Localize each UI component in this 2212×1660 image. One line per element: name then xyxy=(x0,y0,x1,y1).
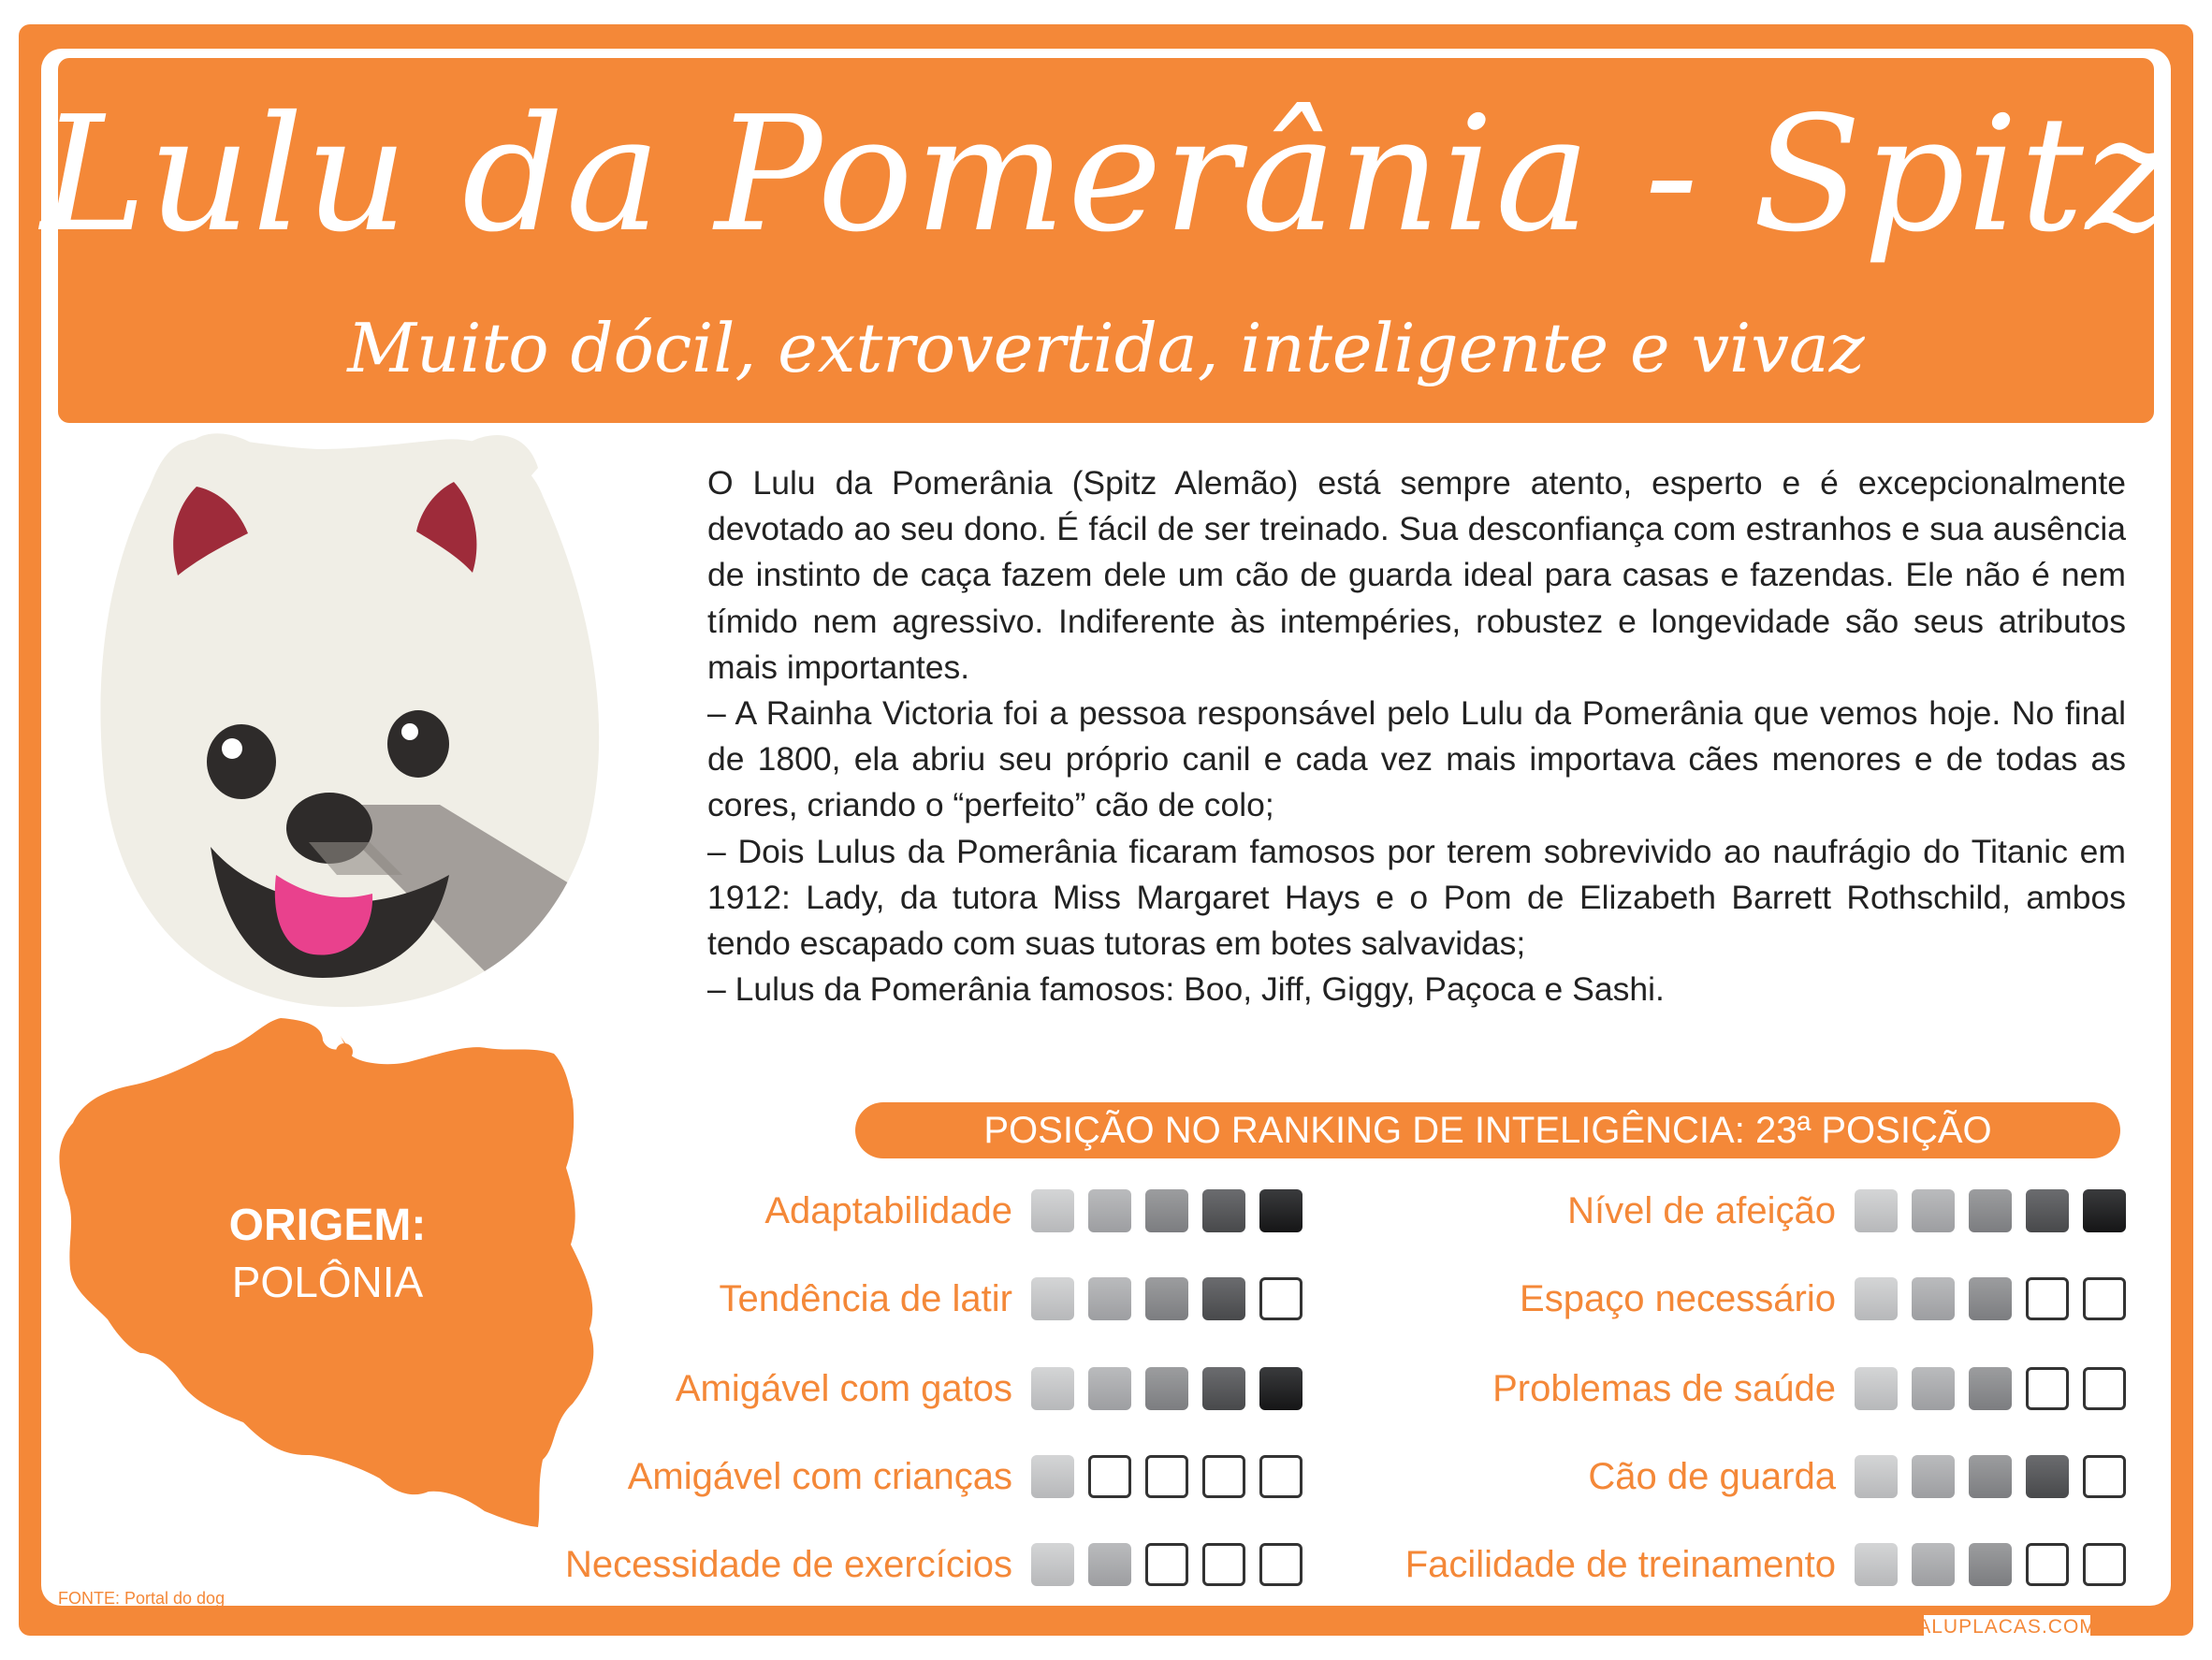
trait-name: Amigável com gatos xyxy=(675,1367,1012,1409)
rating-box-filled xyxy=(1912,1367,1955,1410)
rating-box-empty xyxy=(2026,1367,2069,1410)
rating-box-filled xyxy=(2083,1189,2126,1232)
description-paragraph: – Lulus da Pomerânia famosos: Boo, Jiff, Giggy, Paçoca e Sashi. xyxy=(707,970,1665,1009)
rating-box-filled xyxy=(1969,1277,2012,1320)
dog-eye-right-icon xyxy=(387,710,449,778)
trait-name: Adaptabilidade xyxy=(764,1189,1012,1231)
trait-name: Facilidade de treinamento xyxy=(1404,1543,1836,1585)
dog-eye-left-icon xyxy=(207,724,276,799)
trait-rating xyxy=(1855,1455,2126,1498)
description-text xyxy=(707,460,2126,1012)
rating-box-filled xyxy=(1855,1189,1898,1232)
trait-row xyxy=(414,1359,1302,1419)
rating-box-filled xyxy=(2026,1455,2069,1498)
trait-row xyxy=(414,1269,1302,1329)
trait-name: Cão de guarda xyxy=(1588,1455,1836,1497)
map-dot xyxy=(336,1043,353,1060)
rating-box-empty xyxy=(1088,1455,1131,1498)
rating-box-filled xyxy=(1031,1277,1074,1320)
rating-box-filled xyxy=(1145,1277,1188,1320)
rating-box-filled xyxy=(1088,1277,1131,1320)
page-subtitle: Muito dócil, extrovertida, inteligente e vivaz xyxy=(347,309,1865,387)
rating-box-filled xyxy=(1088,1543,1131,1586)
trait-name: Amigável com crianças xyxy=(627,1455,1012,1497)
trait-name: Problemas de saúde xyxy=(1492,1367,1836,1409)
trait-name: Tendência de latir xyxy=(719,1277,1012,1319)
trait-row xyxy=(414,1181,1302,1241)
trait-rating xyxy=(1855,1543,2126,1586)
description-paragraph: – Dois Lulus da Pomerânia ficaram famosos por terem sobrevivido ao naufrágio do Titanic em 1912: Lady, da tutora Miss Margaret Hays e o Pom de Elizabeth Barrett Rothschild, ambos tendo escapado com suas tutoras em botes salvavidas; xyxy=(707,832,2126,963)
ranking-banner: POSIÇÃO NO RANKING DE INTELIGÊNCIA: 23ª POSIÇÃO xyxy=(855,1102,2120,1158)
rating-box-filled xyxy=(1145,1189,1188,1232)
rating-box-filled xyxy=(1031,1455,1074,1498)
trait-row xyxy=(1237,1535,2126,1594)
rating-box-filled xyxy=(1088,1367,1131,1410)
trait-row xyxy=(1237,1447,2126,1507)
rating-box-filled xyxy=(1031,1367,1074,1410)
rating-box-filled xyxy=(1969,1543,2012,1586)
trait-rating xyxy=(1855,1277,2126,1320)
rating-box-filled xyxy=(1969,1455,2012,1498)
trait-row xyxy=(1237,1359,2126,1419)
rating-box-empty xyxy=(1145,1543,1188,1586)
rating-box-filled xyxy=(1855,1543,1898,1586)
trait-row xyxy=(414,1447,1302,1507)
trait-name: Espaço necessário xyxy=(1520,1277,1836,1319)
dog-illustration xyxy=(100,433,655,1011)
rating-box-empty xyxy=(1145,1455,1188,1498)
page-title: Lulu da Pomerânia - Spitz xyxy=(40,82,2172,268)
rating-box-empty xyxy=(2083,1277,2126,1320)
rating-box-filled xyxy=(1969,1367,2012,1410)
rating-box-empty xyxy=(2026,1277,2069,1320)
rating-box-filled xyxy=(1969,1189,2012,1232)
rating-box-filled xyxy=(1088,1189,1131,1232)
rating-box-filled xyxy=(2026,1189,2069,1232)
rating-box-empty xyxy=(2083,1455,2126,1498)
rating-box-filled xyxy=(1912,1543,1955,1586)
brand-logo: ALUPLACAS.COM xyxy=(1917,1616,2097,1638)
rating-box-empty xyxy=(2026,1543,2069,1586)
rating-box-empty xyxy=(2083,1543,2126,1586)
rating-box-filled xyxy=(1855,1367,1898,1410)
source-credit: FONTE: Portal do dog xyxy=(58,1589,226,1608)
rating-box-filled xyxy=(1912,1189,1955,1232)
origin-value: POLÔNIA xyxy=(231,1258,424,1306)
trait-name: Necessidade de exercícios xyxy=(564,1543,1012,1585)
dog-eye-right-shine xyxy=(401,723,418,740)
trait-name: Nível de afeição xyxy=(1567,1189,1836,1231)
trait-row xyxy=(1237,1181,2126,1241)
rating-box-filled xyxy=(1855,1455,1898,1498)
description-paragraph: O Lulu da Pomerânia (Spitz Alemão) está sempre atento, esperto e é excepcionalmente devotado ao seu dono. É fácil de ser treinado. Sua desconfiança com estranhos e sua ausência de instinto de caça fazem dele um cão de guarda ideal para casas e fazendas. Ele não é nem tímido nem agressivo. Indiferente às intempéries, robustez e longevidade são seus atributos mais importantes. xyxy=(707,464,2126,686)
rating-box-filled xyxy=(1031,1189,1074,1232)
trait-rating xyxy=(1855,1189,2126,1232)
origin-label: ORIGEM: xyxy=(228,1201,427,1250)
trait-rating xyxy=(1855,1367,2126,1410)
rating-box-filled xyxy=(1031,1543,1074,1586)
description-paragraph: – A Rainha Victoria foi a pessoa responsável pelo Lulu da Pomerânia que vemos hoje. No final de 1800, ela abriu seu próprio canil e cada vez mais importava cães menores e de todas as cores, criando o “perfeito” cão de colo; xyxy=(707,694,2126,824)
trait-row xyxy=(414,1535,1302,1594)
rating-box-filled xyxy=(1145,1367,1188,1410)
rating-box-filled xyxy=(1912,1455,1955,1498)
dog-eye-left-shine xyxy=(222,738,242,759)
rating-box-filled xyxy=(1912,1277,1955,1320)
trait-row xyxy=(1237,1269,2126,1329)
rating-box-filled xyxy=(1855,1277,1898,1320)
rating-box-empty xyxy=(2083,1367,2126,1410)
